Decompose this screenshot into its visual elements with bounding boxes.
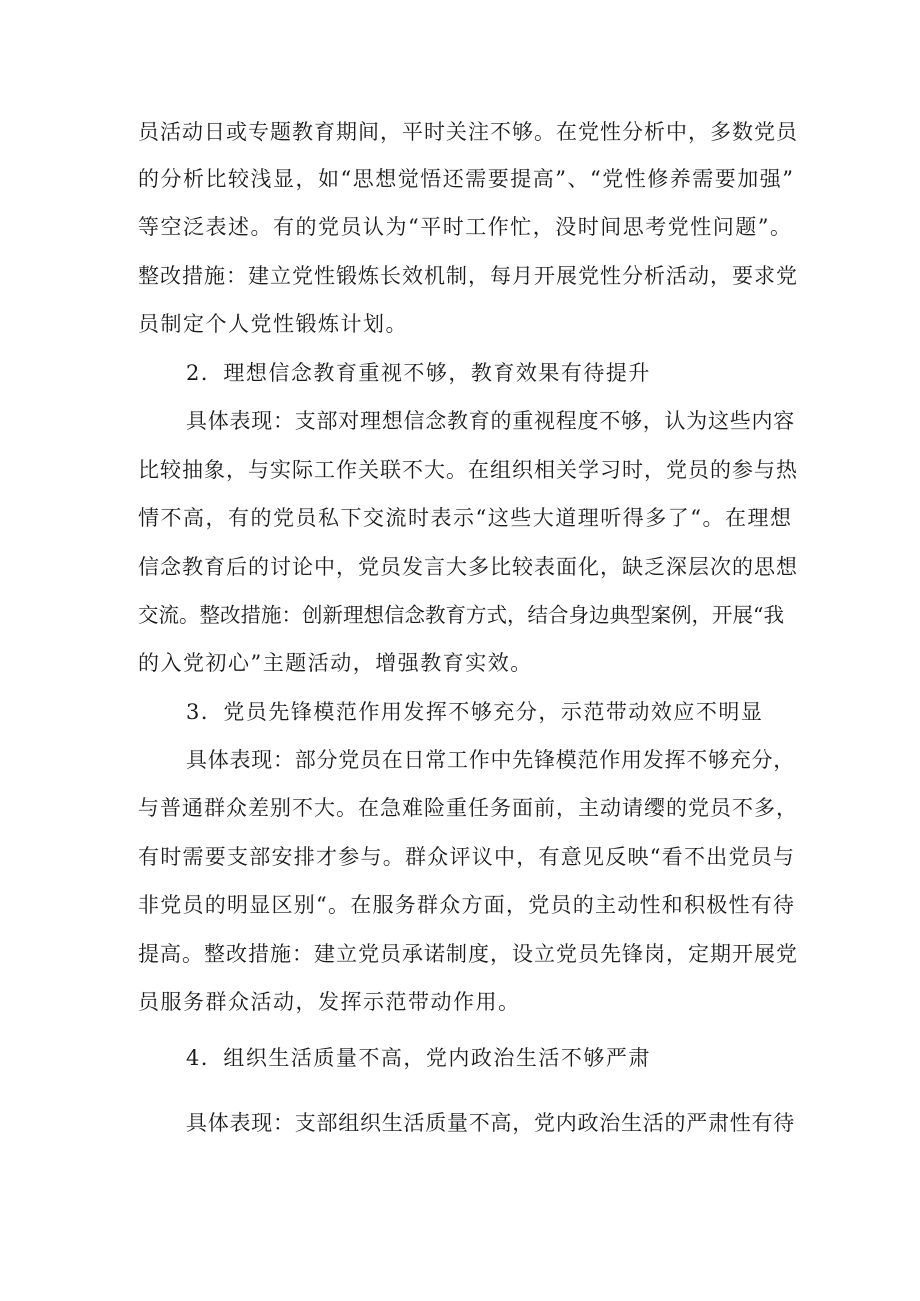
section-heading-4: 4．组织生活质量不高，党内政治生活不够严肃: [186, 1046, 651, 1070]
text-line: 交流。整改措施：创新理想信念教育方式，结合身边典型案例，开展“我: [138, 603, 784, 627]
text-line: 员服务群众活动，发挥示范带动作用。: [138, 990, 521, 1014]
text-line: 的分析比较浅显，如“思想觉悟还需要提高”、“党性修养需要加强”: [138, 167, 795, 191]
text-line: 比较抽象，与实际工作关联不大。在组织相关学习时，党员的参与热: [138, 458, 798, 482]
section-heading-2: 2．理想信念教育重视不够，教育效果有待提升: [186, 361, 651, 385]
text-line: 具体表现：支部对理想信念教育的重视程度不够，认为这些内容: [186, 409, 795, 433]
text-line: 信念教育后的讨论中，党员发言大多比较表面化，缺乏深层次的思想: [138, 555, 798, 579]
section-heading-3: 3．党员先锋模范作用发挥不够充分，示范带动效应不明显: [186, 700, 764, 724]
text-line: 非党员的明显区别“。在服务群众方面，党员的主动性和积极性有待: [138, 893, 796, 917]
text-line: 的入党初心”主题活动，增强教育实效。: [138, 651, 533, 675]
text-line: 情不高，有的党员私下交流时表示“这些大道理听得多了“。在理想: [138, 506, 793, 530]
text-line: 整改措施：建立党性锻炼长效机制，每月开展党性分析活动，要求党: [138, 264, 798, 288]
text-line: 具体表现：部分党员在日常工作中先锋模范作用发挥不够充分，: [186, 748, 795, 772]
text-line: 有时需要支部安排才参与。群众评议中，有意见反映“看不出党员与: [138, 845, 796, 869]
text-line: 员活动日或专题教育期间，平时关注不够。在党性分析中，多数党员: [138, 120, 798, 144]
text-line: 与普通群众差别不大。在急难险重任务面前，主动请缨的党员不多，: [138, 796, 798, 820]
text-line: 具体表现：支部组织生活质量不高，党内政治生活的严肃性有待: [186, 1111, 795, 1135]
text-line: 员制定个人党性锻炼计划。: [138, 312, 408, 336]
text-line: 提高。整改措施：建立党员承诺制度，设立党员先锋岗，定期开展党: [138, 942, 798, 966]
text-line: 等空泛表述。有的党员认为“平时工作忙，没时间思考党性问题”。: [138, 215, 793, 239]
